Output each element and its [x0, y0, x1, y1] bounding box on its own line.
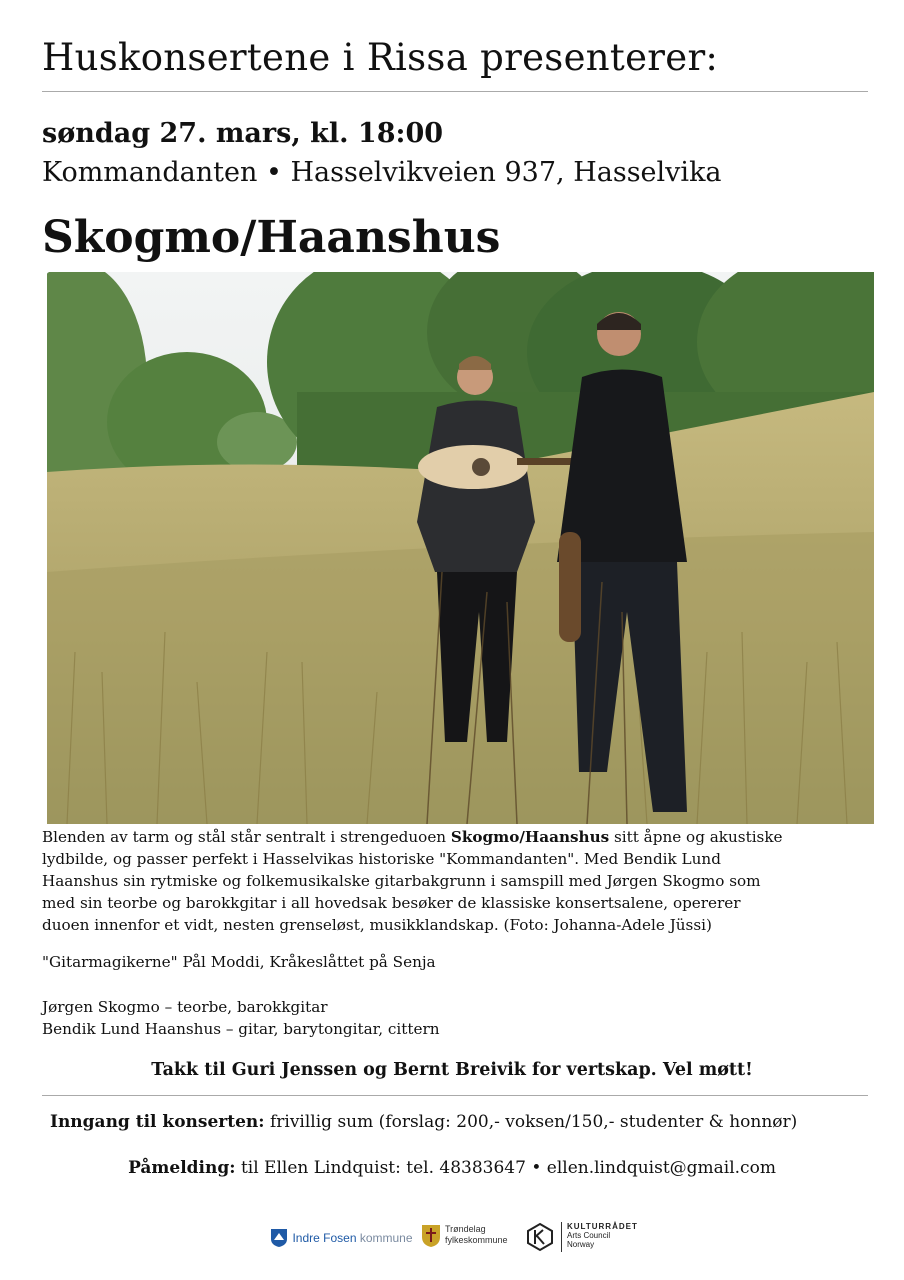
coat-of-arms-icon — [421, 1224, 441, 1248]
performer-1: Jørgen Skogmo – teorbe, barokkgitar — [42, 998, 328, 1016]
signup-label: Påmelding: — [128, 1158, 236, 1178]
trondelag-sub: fylkeskommune — [445, 1235, 508, 1245]
description-line-3: Haanshus sin rytmiske og folkemusikalske gitarbakgrunn i samspill med Jørgen Skogmo som — [42, 872, 761, 890]
indre-fosen-logo: Indre Fosen kommune — [270, 1228, 413, 1248]
description-line-2: lydbilde, og passer perfekt i Hasselvikas historiske "Kommandanten". Med Bendik Lund — [42, 850, 721, 868]
entry-info — [50, 1112, 797, 1132]
description-line-1: Blenden av tarm og stål står sentralt i strengeduoen Skogmo/Haanshus sitt åpne og akustiske — [42, 828, 783, 846]
description-line-5: duoen innenfor et vidt, nesten grenseløst, musikklandskap. (Foto: Johanna-Adele Jüssi) — [42, 916, 712, 934]
description-line-4: med sin teorbe og barokkgitar i all hovedsak besøker de klassiske konsertsalene, opererer — [42, 894, 741, 912]
featured-work: "Gitarmagikerne" Pål Moddi, Kråkeslåttet på Senja — [42, 953, 436, 971]
event-date: søndag 27. mars, kl. 18:00 — [42, 118, 444, 149]
performer-list — [42, 996, 439, 1040]
description — [42, 826, 882, 936]
signup-text: til Ellen Lindquist: tel. 48383647 • ellen.lindquist@gmail.com — [235, 1158, 776, 1178]
trondelag-name: Trøndelag — [445, 1224, 486, 1234]
artist-name-inline: Skogmo/Haanshus — [450, 828, 610, 846]
entry-label: Inngang til konserten: — [50, 1112, 265, 1132]
kulturradet-sub-2: Norway — [567, 1240, 595, 1249]
thanks-line: Takk til Guri Jenssen og Bernt Breivik for vertskap. Vel møtt! — [151, 1060, 753, 1080]
poster-heading: Huskonsertene i Rissa presenterer: — [42, 36, 719, 79]
kulturradet-logo — [525, 1222, 638, 1252]
duo-photo — [47, 272, 874, 824]
artist-name: Skogmo/Haanshus — [42, 212, 501, 263]
entry-text: frivillig sum (forslag: 200,- voksen/150,- studenter & honnør) — [264, 1112, 798, 1132]
trondelag-logo — [421, 1224, 508, 1248]
kulturradet-icon — [525, 1222, 555, 1252]
kulturradet-sub-1: Arts Council — [567, 1231, 611, 1240]
kulturradet-name: KULTURRÅDET — [567, 1222, 638, 1231]
divider-bottom — [42, 1095, 868, 1096]
event-venue: Kommandanten • Hasselvikveien 937, Hasselvika — [42, 157, 722, 188]
divider-top — [42, 91, 868, 92]
shield-icon — [270, 1228, 288, 1248]
performer-2: Bendik Lund Haanshus – gitar, barytongitar, cittern — [42, 1020, 440, 1038]
signup-info — [0, 1158, 904, 1178]
